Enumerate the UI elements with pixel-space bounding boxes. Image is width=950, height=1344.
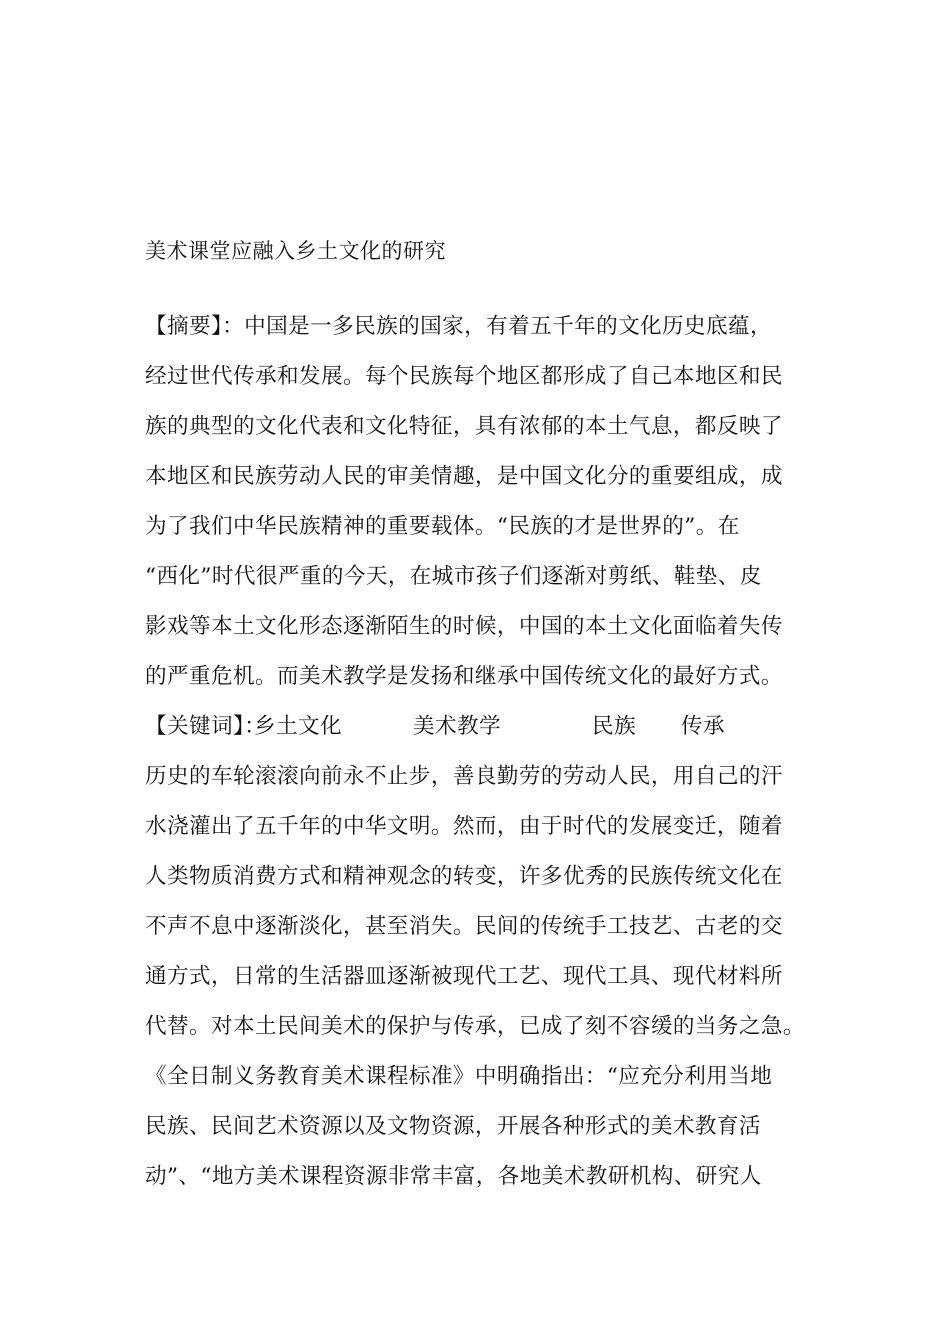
abstract-line: 影戏等本土文化形态逐渐陌生的时候，中国的本土文化面临着失传	[145, 614, 783, 639]
keyword: 美术教学	[413, 714, 501, 739]
keywords-line	[145, 707, 810, 757]
body-line: 通方式，日常的生活器皿逐渐被现代工艺、现代工具、现代材料所	[145, 964, 783, 989]
abstract-line: “西化”时代很严重的今天，在城市孩子们逐渐对剪纸、鞋垫、皮	[145, 564, 762, 589]
keyword: 民族	[592, 714, 636, 739]
body-line: 水浇灌出了五千年的中华文明。然而，由于时代的发展变迁，随着	[145, 814, 783, 839]
body-line: 动”、“地方美术课程资源非常丰富，各地美术教研机构、研究人	[145, 1164, 762, 1189]
body-line: 历史的车轮滚滚向前永不止步，善良勤劳的劳动人民，用自己的汗	[145, 764, 783, 789]
document-body	[145, 307, 810, 1207]
abstract-line: 【摘要】：中国是一多民族的国家，有着五千年的文化历史底蕴，	[145, 314, 773, 339]
body-line: 人类物质消费方式和精神观念的转变，许多优秀的民族传统文化在	[145, 864, 783, 889]
keywords-label: 【关键词】：	[145, 714, 267, 739]
abstract-line: 经过世代传承和发展。每个民族每个地区都形成了自己本地区和民	[145, 364, 783, 389]
body-line: 民族、民间艺术资源以及文物资源，开展各种形式的美术教育活	[145, 1114, 761, 1139]
abstract-line: 族的典型的文化代表和文化特征，具有浓郁的本土气息，都反映了	[145, 414, 783, 439]
body-line: 代替。对本土民间美术的保护与传承，已成了刻不容缓的当务之急。	[145, 1014, 805, 1039]
body-line: 不声不息中逐渐淡化，甚至消失。民间的传统手工技艺、古老的交	[145, 914, 783, 939]
keyword: 乡土文化	[254, 714, 342, 739]
abstract-line: 的严重危机。而美术教学是发扬和继承中国传统文化的最好方式。	[145, 664, 783, 689]
body-line: 《全日制义务教育美术课程标准》中明确指出：“应充分利用当地	[145, 1064, 773, 1089]
keyword: 传承	[681, 714, 725, 739]
abstract-line: 为了我们中华民族精神的重要载体。“民族的才是世界的”。在	[145, 514, 740, 539]
abstract-line: 本地区和民族劳动人民的审美情趣，是中国文化分的重要组成，成	[145, 464, 783, 489]
document-title: 美术课堂应融入乡土文化的研究	[145, 239, 446, 263]
